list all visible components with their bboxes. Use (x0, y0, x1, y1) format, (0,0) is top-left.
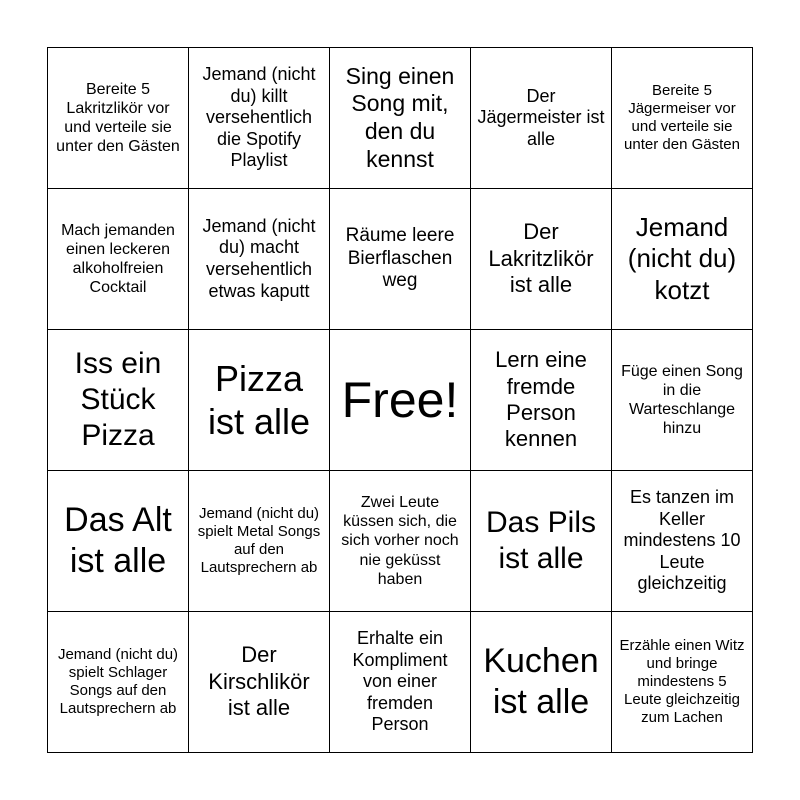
bingo-cell-text: Erhalte ein Kompliment von einer fremden Person (352, 628, 448, 735)
bingo-cell[interactable] (471, 330, 612, 471)
bingo-cell[interactable] (189, 189, 330, 330)
bingo-cell-text: Erzähle einen Witz und bringe mindestens 5 Leute gleichzeitig zum Lachen (619, 637, 745, 726)
bingo-cell-text: Sing einen Song mit, den du kennst (345, 62, 455, 172)
bingo-cell-text: Jemand (nicht du) spielt Metal Songs auf den Lautsprechern ab (197, 505, 321, 576)
bingo-cell-text: Der Kirschlikör ist alle (208, 642, 310, 721)
bingo-cell[interactable] (330, 189, 471, 330)
bingo-cell-text: Das Alt ist alle (64, 501, 172, 580)
bingo-cell-text: Mach jemanden einen leckeren alkoholfreien Cocktail (61, 221, 175, 297)
bingo-cell[interactable] (471, 48, 612, 189)
bingo-cell[interactable] (330, 48, 471, 189)
bingo-cell[interactable] (612, 612, 753, 753)
bingo-cell-text: Jemand (nicht du) kotzt (627, 212, 737, 305)
bingo-cell-text: Das Pils ist alle (485, 506, 597, 575)
bingo-cell[interactable] (612, 48, 753, 189)
bingo-cell-text: Iss ein Stück Pizza (74, 347, 162, 452)
bingo-cell-text: Zwei Leute küssen sich, die sich vorher noch nie geküsst haben (341, 494, 459, 588)
bingo-cell-text: Füge einen Song in die Warteschlange hinzu (621, 362, 743, 438)
bingo-cell-text: Kuchen ist alle (483, 642, 599, 721)
bingo-cell-text: Jemand (nicht du) killt versehentlich die Spotify Playlist (202, 64, 316, 171)
bingo-cell[interactable] (612, 471, 753, 612)
bingo-cell[interactable] (189, 612, 330, 753)
free-cell-text: Free! (341, 372, 459, 428)
bingo-cell[interactable] (330, 471, 471, 612)
bingo-cell[interactable] (471, 189, 612, 330)
bingo-cell[interactable] (189, 471, 330, 612)
bingo-cell[interactable] (612, 330, 753, 471)
bingo-cell[interactable] (48, 612, 189, 753)
bingo-cell[interactable] (189, 48, 330, 189)
bingo-cell-text: Es tanzen im Keller mindestens 10 Leute gleichzeitig (623, 487, 741, 594)
bingo-board (47, 47, 753, 753)
bingo-cell-text: Bereite 5 Lakritzlikör vor und verteile sie unter den Gästen (56, 80, 180, 156)
bingo-cell-text: Der Jägermeister ist alle (477, 85, 605, 149)
bingo-cell-text: Der Lakritzlikör ist alle (488, 219, 594, 298)
bingo-cell-text: Jemand (nicht du) macht versehentlich etwas kaputt (202, 215, 316, 301)
bingo-cell[interactable] (612, 189, 753, 330)
free-cell[interactable] (330, 330, 471, 471)
bingo-cell[interactable] (471, 471, 612, 612)
bingo-cell-text: Pizza ist alle (207, 357, 311, 442)
bingo-cell[interactable] (330, 612, 471, 753)
bingo-cell[interactable] (48, 330, 189, 471)
bingo-cell-text: Räume leere Bierflaschen weg (345, 224, 455, 292)
bingo-cell[interactable] (48, 189, 189, 330)
bingo-cell[interactable] (48, 48, 189, 189)
bingo-cell-text: Bereite 5 Jägermeiser vor und verteile sie unter den Gästen (624, 82, 740, 153)
bingo-cell-text: Lern eine fremde Person kennen (495, 347, 587, 452)
bingo-cell-text: Jemand (nicht du) spielt Schlager Songs auf den Lautsprechern ab (57, 646, 179, 717)
bingo-cell[interactable] (48, 471, 189, 612)
bingo-cell[interactable] (189, 330, 330, 471)
bingo-cell[interactable] (471, 612, 612, 753)
